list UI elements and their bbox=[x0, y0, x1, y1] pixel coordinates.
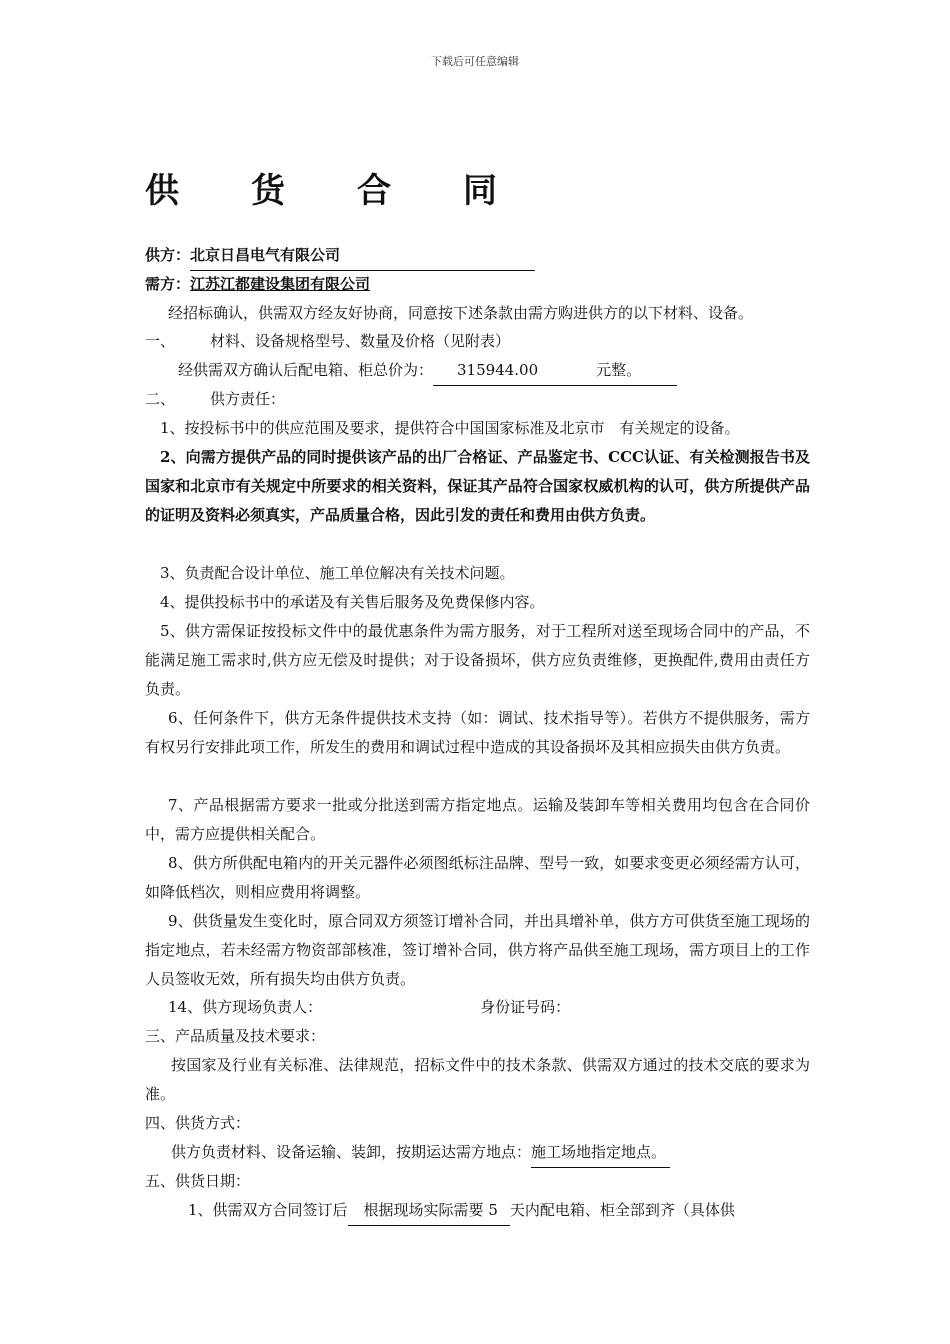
id-label: 身份证号码： bbox=[480, 998, 571, 1016]
title-char-1: 供 bbox=[145, 171, 179, 211]
price-value: 315944.00 bbox=[457, 361, 539, 379]
section2-item7: 7、产品根据需方要求一批或分批送到需方指定地点。运输及装卸车等相关费用均包含在合同价中，需方应提供相关配合。 bbox=[145, 796, 810, 843]
title-char-3: 合 bbox=[357, 171, 391, 211]
price-prefix: 经供需双方确认后配电箱、柜总价为： bbox=[178, 361, 434, 379]
buyer-line bbox=[145, 270, 370, 299]
section2-text: 供方责任： bbox=[210, 390, 286, 408]
section2-num: 二、 bbox=[145, 390, 176, 408]
section2-item9: 9、供货量发生变化时，原合同双方须签订增补合同，并出具增补单，供方方可供货至施工现场的指定地点，若未经需方物资部部核准，签订增补合同，供方将产品供至施工现场，需方项目上的工作人员签收无效，所有损失均由供方负责。 bbox=[145, 912, 810, 988]
section3-heading: 三、产品质量及技术要求： bbox=[145, 1027, 326, 1045]
section2-item2: 2、向需方提供产品的同时提供该产品的出厂合格证、产品鉴定书、CCC认证、有关检测报告书及国家和北京市有关规定中所要求的相关资料，保证其产品符合国家权威机构的认可，供方所提供产品的证明及资料必须真实，产品质量合格，因此引发的责任和费用由供方负责。 bbox=[145, 448, 810, 524]
section2-item4: 4、提供投标书中的承诺及有关售后服务及免费保修内容。 bbox=[160, 593, 545, 611]
document-title bbox=[145, 163, 569, 212]
buyer-name: 江苏江都建设集团有限公司 bbox=[190, 275, 371, 293]
intro-paragraph: 经招标确认，供需双方经友好协商，同意按下述条款由需方购进供方的以下材料、设备。 bbox=[168, 304, 754, 322]
section2-item5: 5、供方需保证按投标文件中的最优惠条件为需方服务，对于工程所对送至现场合同中的产品，不能满足施工需求时,供方应无偿及时提供；对于设备损坏，供方应负责维修，更换配件,费用由责任方负责。 bbox=[145, 622, 810, 698]
section2-item6: 6、任何条件下，供方无条件提供技术支持（如：调试、技术指导等）。若供方不提供服务，需方有权另行安排此项工作，所发生的费用和调试过程中造成的其设备损坏及其相应损失由供方负责。 bbox=[145, 709, 810, 756]
section5-item1-prefix: 1、供需双方合同签订后 bbox=[188, 1201, 348, 1219]
section5-item1-suffix: 天内配电箱、柜全部到齐（具体供 bbox=[509, 1201, 735, 1219]
supplier-label: 供方： bbox=[145, 246, 191, 264]
supplier-line bbox=[145, 241, 535, 271]
section1-text: 材料、设备规格型号、数量及价格（见附表） bbox=[210, 332, 511, 350]
section2-item3: 3、负责配合设计单位、施工单位解决有关技术问题。 bbox=[160, 564, 515, 582]
section5-item1-value: 根据现场实际需要 5 bbox=[363, 1201, 498, 1219]
section2-item1: 1、按投标书中的供应范围及要求，提供符合中国国家标准及北京市 有关规定的设备。 bbox=[160, 419, 740, 437]
section4-place: 施工场地指定地点。 bbox=[531, 1143, 667, 1161]
section1-price-line bbox=[178, 356, 677, 386]
section5-item1 bbox=[188, 1196, 735, 1226]
title-char-4: 同 bbox=[463, 171, 497, 211]
page-header-note: 下载后可任意编辑 bbox=[431, 55, 519, 68]
title-char-2: 货 bbox=[251, 171, 285, 211]
item14-label: 14、供方现场负责人： bbox=[168, 998, 323, 1016]
section2-item8: 8、供方所供配电箱内的开关元器件必须图纸标注品牌、型号一致，如要求变更必须经需方认可，如降低档次，则相应费用将调整。 bbox=[145, 854, 810, 901]
section1-num: 一、 bbox=[145, 332, 176, 350]
section4-body bbox=[171, 1138, 670, 1168]
section5-heading: 五、供货日期： bbox=[145, 1172, 251, 1190]
section4-body-prefix: 供方负责材料、设备运输、装卸，按期运达需方地点： bbox=[171, 1143, 532, 1161]
price-suffix: 元整。 bbox=[596, 361, 642, 379]
section2-heading bbox=[145, 385, 285, 414]
supplier-name: 北京日昌电气有限公司 bbox=[190, 246, 341, 264]
section4-heading: 四、供货方式： bbox=[145, 1114, 251, 1132]
section3-body: 按国家及行业有关标准、法律规范，招标文件中的技术条款、供需双方通过的技术交底的要求为准。 bbox=[145, 1056, 810, 1103]
section1-heading bbox=[145, 327, 510, 356]
section2-item14 bbox=[168, 993, 570, 1022]
buyer-label: 需方： bbox=[145, 275, 191, 293]
